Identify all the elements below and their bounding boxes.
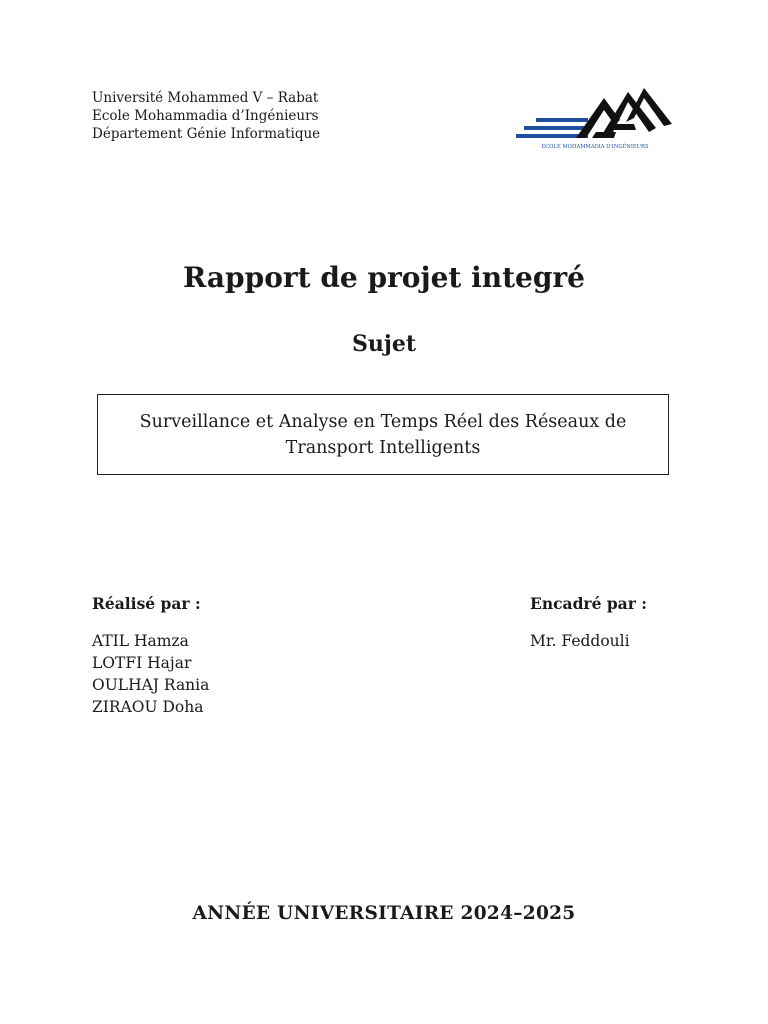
supervisor-name: Mr. Feddouli bbox=[530, 632, 630, 650]
authors-list bbox=[92, 630, 209, 718]
emi-logo bbox=[516, 84, 674, 152]
author-name: LOTFI Hajar bbox=[92, 654, 192, 672]
subject-box bbox=[97, 394, 669, 475]
report-title: Rapport de projet integré bbox=[183, 261, 585, 294]
author-name: OULHAJ Rania bbox=[92, 676, 210, 694]
school-name: Ecole Mohammadia d’Ingénieurs bbox=[92, 108, 319, 124]
author-name: ATIL Hamza bbox=[92, 632, 189, 650]
academic-year: ANNÉE UNIVERSITAIRE 2024–2025 bbox=[192, 903, 576, 924]
department-name: Département Génie Informatique bbox=[92, 126, 321, 142]
subject-text: Surveillance et Analyse en Temps Réel des Réseaux de Transport Intelligents bbox=[139, 411, 627, 458]
supervisor-label: Encadré par : bbox=[530, 594, 647, 613]
authors-label: Réalisé par : bbox=[92, 594, 201, 613]
subject-heading: Sujet bbox=[351, 331, 416, 357]
author-name: ZIRAOU Doha bbox=[92, 698, 204, 716]
institution-block bbox=[92, 89, 320, 143]
logo-caption: ECOLE MOHAMMADIA D'INGÉNIEURS bbox=[541, 144, 649, 150]
supervisor-block bbox=[530, 630, 630, 652]
university-name: Université Mohammed V – Rabat bbox=[92, 90, 319, 106]
